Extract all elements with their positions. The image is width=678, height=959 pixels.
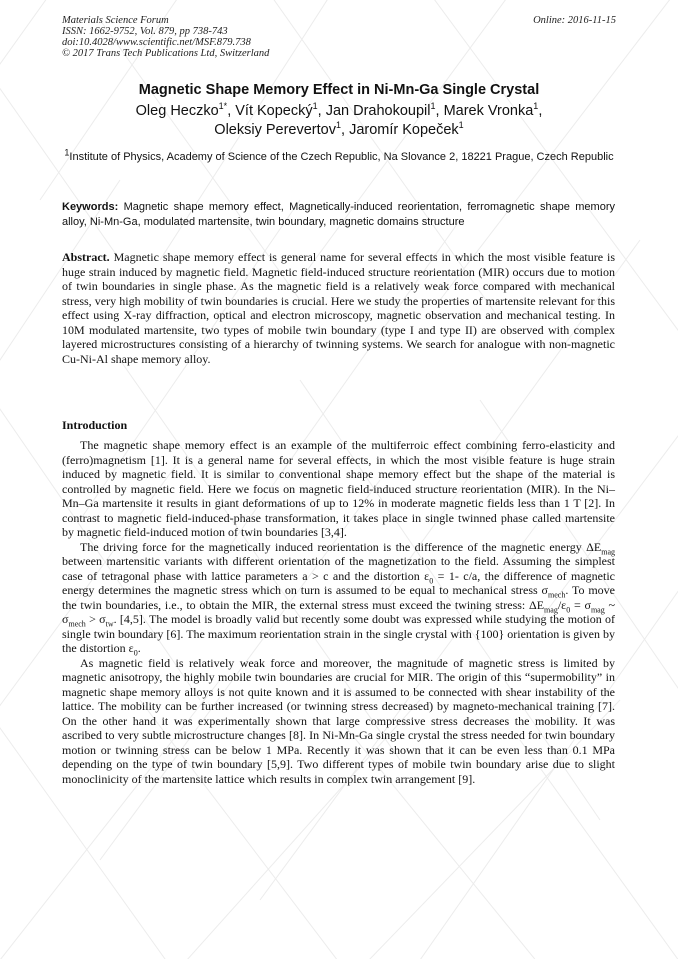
author-affil-mark: 1 [533,101,539,112]
subscript: mech [548,590,566,600]
issn-line: ISSN: 1662-9752, Vol. 879, pp 738-743 [62,26,228,37]
subscript: mech [68,619,86,629]
author-name: Jan Drahokoupil [325,103,431,119]
author-affil-mark: 1 [312,101,318,112]
author-name: Vít Kopecký [235,103,313,119]
abstract-block [62,250,615,366]
abstract-text: Magnetic shape memory effect is general name for several effects in which the most visible feature is huge strain induced by magnetic field. Magnetic field-induced structure reorientation (MIR) occurs due to motion of twin boundaries in single phase. As the magnetic field is a relatively weak force compared with mechanical stress, very high mobility of twin boundaries is crucial. Here we study the properties of martensite relevant for this effect using X-ray diffraction, optical and electron microscopy, magnetic observation and mechanical testing. In 10M modulated martensite, two types of mobile twin boundary (type I and type II) are observed with complex layered microstructures consisting of a hierarchy of twinning systems. We search for analogue with non-magnetic Cu-Ni-Al shape memory alloy. [62,250,615,366]
author-name: Oleksiy Perevertov [214,122,336,138]
text-run: between martensitic variants with different orientation of the magnetization to the field. Assuming the simplest case of tetragonal phase with lattice parameters a > c and the distortion ε [62,554,615,583]
intro-paragraph-3: As magnetic field is relatively weak force and moreover, the magnitude of magnetic stress is limited by magnetic anisotropy, the highly mobile twin boundaries are crucial for MIR. The origin of this “supermobility” in magnetic shape memory alloys is not quite known and it is assumed to be connected with shear instability of the lattice. The mobility can be further increased (or twinning stress decreased) by magneto-mechanical training [7]. On the other hand it was experimentally shown that large compressive stress decreases the mobility. It was ascribed to very subtle microstructure changes [8]. In Ni-Mn-Ga single crystal the stress needed for twin boundary motion or twinning stress can be below 1 MPa. Recently it was shown that it can be even less than 0.1 MPa depending on the type of twin boundary [5,9]. Two different types of mobile twin boundary arise due to slight monoclinicity of the martensite lattice which results in complex twin arrangement [9]. [62,655,615,786]
subscript: mag [601,546,615,556]
author-affil-mark: 1* [218,101,228,112]
keywords-block [62,200,615,229]
text-run: > σ [85,612,106,626]
doi-line: doi:10.4028/www.scientific.net/MSF.879.738 [62,37,251,48]
author-name: Jaromír Kopeček [349,122,459,138]
text-run: . To move the twin boundaries, i.e., to obtain the MIR, the external stress must exceed the twining stress: ΔE [62,583,615,612]
affiliation [60,147,618,165]
paper-title: Magnetic Shape Memory Effect in Ni-Mn-Ga Single Crystal [138,82,540,98]
intro-paragraph-2 [62,540,615,656]
text-run: ~ σ [62,597,615,626]
section-heading: Introduction [62,418,128,432]
text-run: = σ [570,597,591,612]
intro-paragraph-1: The magnetic shape memory effect is an example of the multiferroic effect combining ferro-elasticity and (ferro)magnetism [1]. It is a general name for several effects, in which the most visible feature is huge strain induced by magnetic field. It is similar to conventional shape memory effect but the shape of the material is controlled by magnetic field. Here we focus on magnetic field-induced structure reorientation (MIR). In the Ni–Mn–Ga martensite it results in giant deformations of up to 12% in moderate magnetic fields less than 1 T [2]. In contrast to magnetic field-induced-phase transformation, it takes place in single twinned phase called martensite by magnetic field-induced motion of twin boundaries [3,4]. [62,438,615,539]
author-affil-mark: 1 [458,120,464,131]
keywords-text: Magnetic shape memory effect, Magnetically-induced reorientation, ferromagnetic shape memory alloy, Ni-Mn-Ga, modulated martensite, twin boundary, magnetic domains structure [62,201,615,228]
keywords-label: Keywords: [62,201,119,213]
author-list: Oleg Heczko$^{1*}$, Vít Kopecký$^1$, Jan Drahokoupil$^1$, Marek Vronka$^1$, Oleksiy Perevertov$^1$, Jaromír Kopeček$^1$ [135,101,543,138]
author-affil-mark: 1 [335,120,341,131]
author-affil-mark: 1 [430,101,436,112]
affiliation-mark: 1 [64,147,70,158]
introduction-body [62,438,615,786]
copyright-line: © 2017 Trans Tech Publications Ltd, Switzerland [62,48,270,59]
author-name: Oleg Heczko [135,103,219,119]
journal-header [62,15,616,59]
text-run: . [4,5]. The model is broadly valid but recently some doubt was expressed while studying the motion of single twin boundary [6]. The maximum reorientation strain in the single crystal with {100} orientation is given by the distortion ε [62,612,615,655]
text-run: . [137,641,141,655]
journal-name: Materials Science Forum [62,15,169,26]
subscript: 0 [133,648,138,658]
subscript: 0 [429,575,434,585]
online-date: Online: 2016-11-15 [533,15,616,26]
subscript: mag [590,604,605,614]
author-name: Marek Vronka [443,103,534,119]
abstract-label: Abstract. [62,250,110,264]
text-run: /ε [557,597,567,612]
subscript: 0 [566,604,571,614]
text-run: The driving force for the magnetically induced reorientation is the difference of the magnetic energy ΔE [80,539,602,554]
text-run: = 1- c/a, the difference of magnetic energy determines the magnetic stress which on turn is assumed to be equal to mechanical stress σ [62,568,615,597]
subscript: mag [544,604,558,614]
subscript: tw [105,619,114,629]
affiliation-text: Institute of Physics, Academy of Science of the Czech Republic, Na Slovance 2, 18221 Prague, Czech Republic [69,151,614,163]
